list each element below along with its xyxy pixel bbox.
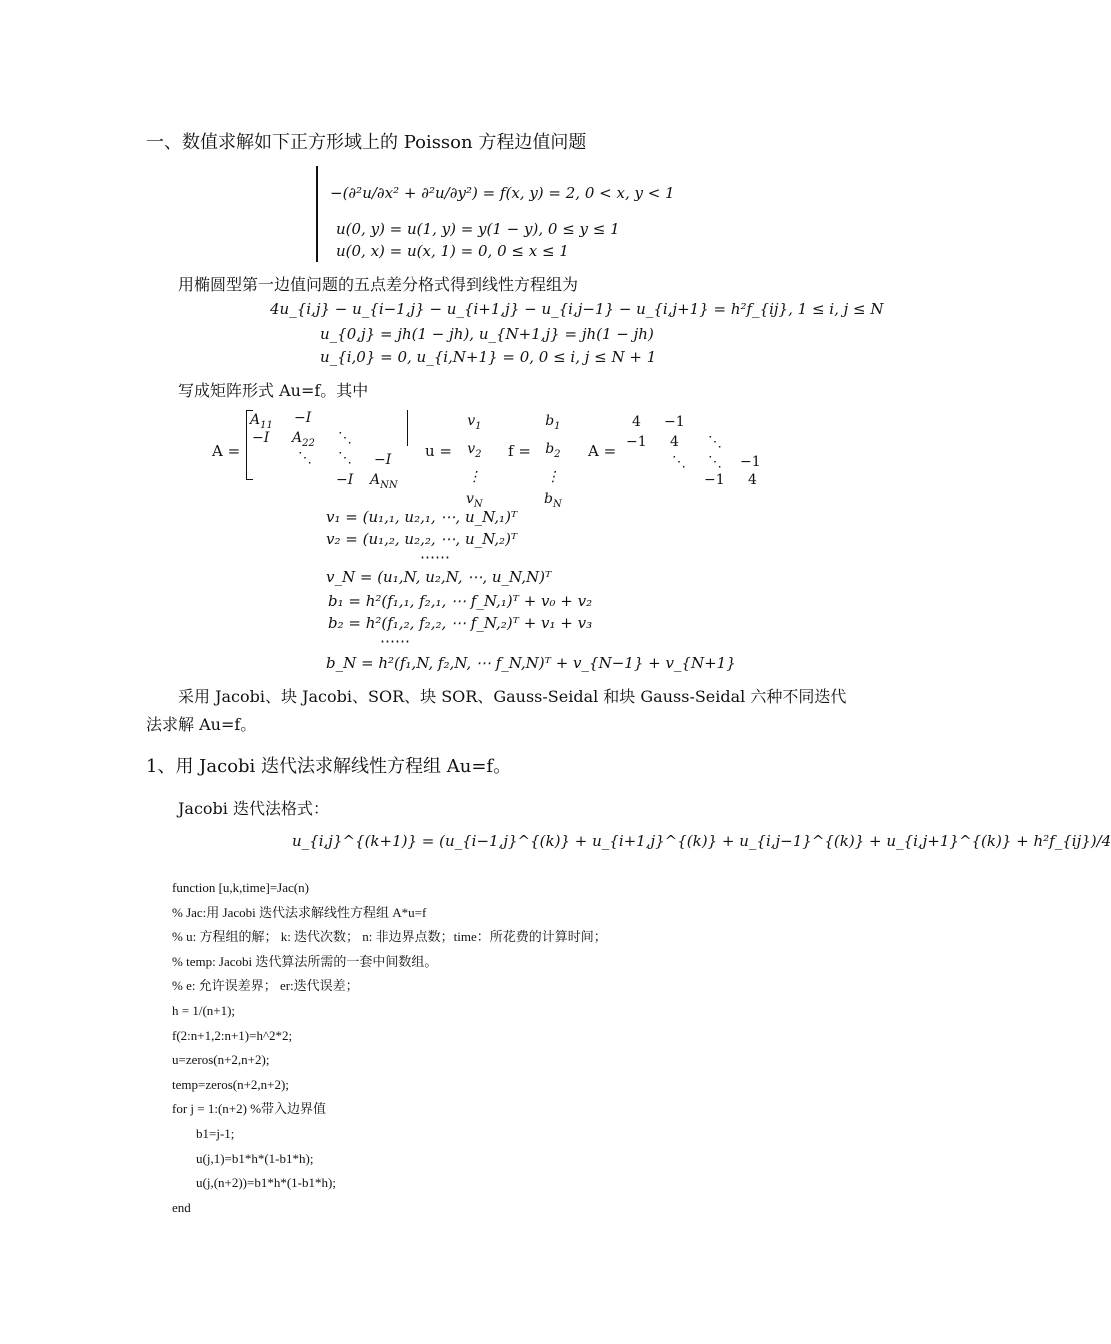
paragraph-fd: 用椭圆型第一边值问题的五点差分格式得到线性方程组为 bbox=[178, 275, 579, 294]
equation-bc1: u(0, y) = u(1, y) = y(1 − y), 0 ≤ y ≤ 1 bbox=[336, 220, 620, 238]
tridiagonal-matrix bbox=[618, 412, 770, 488]
matrix-entry: ⋱ bbox=[338, 430, 352, 446]
matrix-entry: ⋱ bbox=[672, 454, 686, 470]
vector-f-label: f = bbox=[508, 442, 531, 460]
code-line: u(j,1)=b1*h*(1-b1*h); bbox=[196, 1150, 314, 1166]
matrix-entry: −I bbox=[336, 472, 354, 488]
code-line: h = 1/(n+1); bbox=[172, 1002, 236, 1018]
vector-bN: b_N = h²(f₁,N, f₂,N, ⋯ f_N,N)ᵀ + v_{N−1} + v_{N+1} bbox=[326, 654, 736, 672]
vector-v2: v₂ = (u₁,₂, u₂,₂, ⋯, u_N,₂)ᵀ bbox=[326, 530, 518, 548]
vector-ellipsis-2: ⋯⋯ bbox=[380, 632, 410, 650]
section-title: 一、数值求解如下正方形域上的 Poisson 方程边值问题 bbox=[146, 132, 587, 153]
vector-ellipsis: ⋯⋯ bbox=[420, 548, 450, 566]
vector-u-label: u = bbox=[425, 442, 452, 460]
matrix-entry: 4 bbox=[670, 434, 679, 450]
paragraph-matrix: 写成矩阵形式 Au=f。其中 bbox=[178, 381, 369, 400]
matrix-entry: 4 bbox=[632, 414, 641, 430]
code-line: f(2:n+1,2:n+1)=h^2*2; bbox=[172, 1027, 293, 1043]
matrix-entry: ⋱ bbox=[338, 450, 352, 466]
code-line: u=zeros(n+2,n+2); bbox=[172, 1052, 270, 1068]
equation-bc2: u(0, x) = u(x, 1) = 0, 0 ≤ x ≤ 1 bbox=[336, 242, 569, 260]
code-line: % Jac:用 Jacobi 迭代法求解线性方程组 A*u=f bbox=[172, 904, 427, 920]
code-line: function [u,k,time]=Jac(n) bbox=[172, 880, 309, 895]
code-line: % temp: Jacobi 迭代算法所需的一套中间数组。 bbox=[172, 953, 438, 969]
vector-f: $b_1$ $b_2$ ⋮ $b_N$ bbox=[544, 413, 562, 510]
fd-equation-3: u_{i,0} = 0, u_{i,N+1} = 0, 0 ≤ i, j ≤ N + 1 bbox=[320, 348, 657, 366]
vector-b2: b₂ = h²(f₁,₂, f₂,₂, ⋯ f_N,₂)ᵀ + v₁ + v₃ bbox=[328, 614, 593, 632]
paragraph-methods-cont: 法求解 Au=f。 bbox=[146, 715, 257, 734]
vector-v1: v₁ = (u₁,₁, u₂,₁, ⋯, u_N,₁)ᵀ bbox=[326, 508, 518, 526]
code-block bbox=[172, 876, 607, 1220]
matrix-entry: ⋱ bbox=[298, 450, 312, 466]
fd-equation-1: 4u_{i,j} − u_{i−1,j} − u_{i+1,j} − u_{i,j−1} − u_{i,j+1} = h²f_{ij}, 1 ≤ i, j ≤ N bbox=[270, 300, 884, 318]
matrix-entry: $A_{NN}$ bbox=[370, 472, 398, 491]
matrix-entry: −I bbox=[294, 410, 312, 426]
matrix-entry: 4 bbox=[748, 472, 757, 488]
block-matrix-a bbox=[246, 410, 408, 491]
code-line: b1=j-1; bbox=[196, 1125, 235, 1141]
paragraph-methods: 采用 Jacobi、块 Jacobi、SOR、块 SOR、Gauss-Seidal 和块 Gauss-Seidal 六种不同迭代 bbox=[178, 687, 847, 706]
code-line: u(j,(n+2))=b1*h*(1-b1*h); bbox=[196, 1175, 336, 1191]
matrix-entry: −1 bbox=[740, 454, 761, 470]
code-line: end bbox=[172, 1199, 191, 1215]
matrix-a-label: A = bbox=[212, 442, 241, 460]
equation-pde: −(∂²u/∂x² + ∂²u/∂y²) = f(x, y) = 2, 0 < x, y < 1 bbox=[330, 184, 675, 202]
matrix-entry: −I bbox=[252, 430, 270, 446]
matrix-entry: −I bbox=[374, 452, 392, 468]
matrix-entry: −1 bbox=[704, 472, 725, 488]
matrix-entry: −1 bbox=[664, 414, 685, 430]
code-line: % e: 允许误差界； er:迭代误差； bbox=[172, 978, 359, 994]
subsection-title: 1、用 Jacobi 迭代法求解线性方程组 Au=f。 bbox=[146, 756, 512, 777]
vector-vN: v_N = (u₁,N, u₂,N, ⋯, u_N,N)ᵀ bbox=[326, 568, 552, 586]
right-bracket bbox=[401, 410, 408, 446]
vector-u: $v_1$ $v_2$ ⋮ $v_N$ bbox=[466, 413, 483, 510]
fd-equation-2: u_{0,j} = jh(1 − jh), u_{N+1,j} = jh(1 − jh) bbox=[320, 325, 654, 343]
matrix-entry: ⋱ bbox=[708, 434, 722, 450]
code-line: % u: 方程组的解； k: 迭代次数； n: 非边界点数；time：所花费的计算时间； bbox=[172, 929, 607, 945]
jacobi-formula: u_{i,j}^{(k+1)} = (u_{i−1,j}^{(k)} + u_{i+1,j}^{(k)} + u_{i,j−1}^{(k)} + u_{i,j+1}^{(k)} + h²f_{ij})/4 bbox=[292, 832, 1111, 850]
matrix-entry: −1 bbox=[626, 434, 647, 450]
vector-b1: b₁ = h²(f₁,₁, f₂,₁, ⋯ f_N,₁)ᵀ + v₀ + v₂ bbox=[328, 592, 593, 610]
code-line: temp=zeros(n+2,n+2); bbox=[172, 1076, 289, 1092]
matrix-a2-label: A = bbox=[588, 442, 617, 460]
matrix-entry: $A_{22}$ bbox=[292, 430, 315, 449]
jacobi-label: Jacobi 迭代法格式： bbox=[178, 799, 329, 818]
matrix-entry: $A_{11}$ bbox=[250, 412, 273, 431]
matrix-entry: ⋱ bbox=[708, 454, 722, 470]
code-line: for j = 1:(n+2) %带入边界值 bbox=[172, 1101, 327, 1117]
